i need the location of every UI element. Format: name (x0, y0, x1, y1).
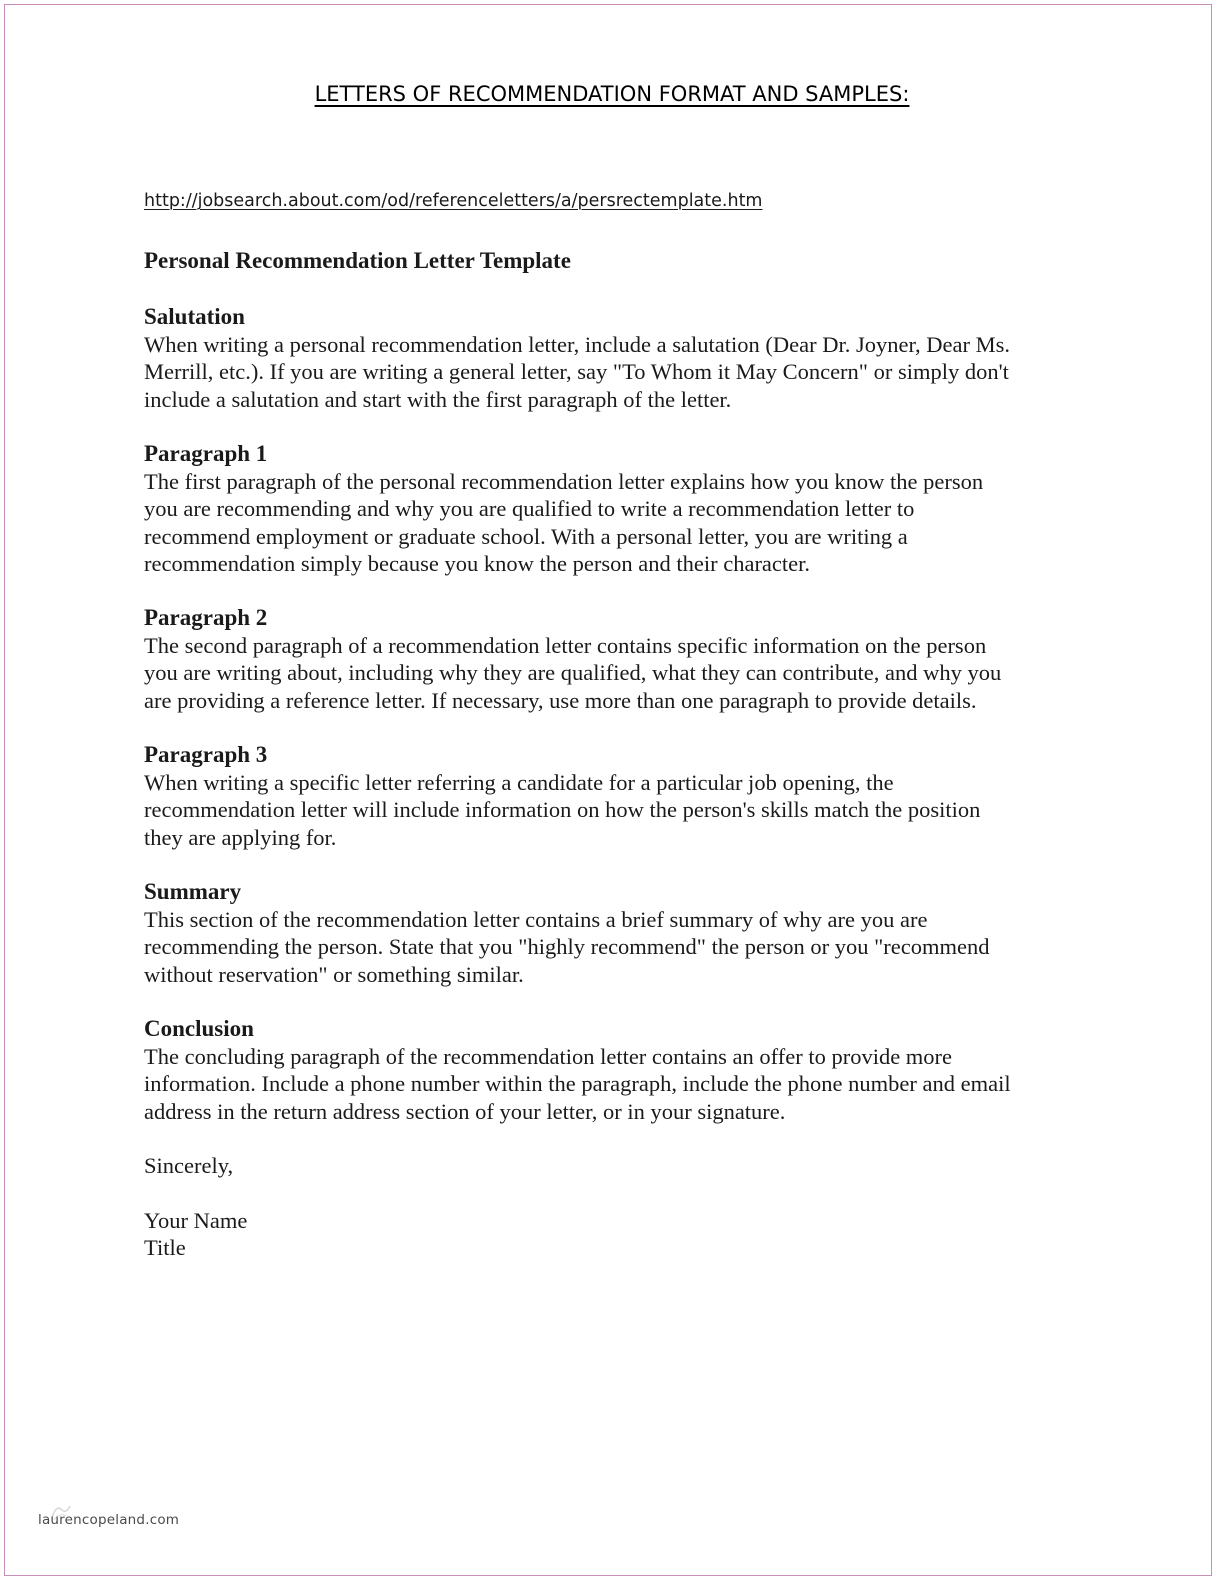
section-line: The first paragraph of the personal recommendation letter explains how you know the person (144, 468, 984, 494)
section-line: This section of the recommendation letter contains a brief summary of why are you are (144, 906, 928, 932)
section-heading: Salutation (144, 304, 245, 329)
section-line: When writing a specific letter referring a candidate for a particular job opening, the (144, 769, 894, 795)
watermark-text: laurencopeland.com (38, 1512, 180, 1528)
section-line: address in the return address section of your letter, or in your signature. (144, 1098, 786, 1124)
document-title (0, 82, 1224, 106)
signer-title: Title (144, 1235, 186, 1260)
section-heading: Paragraph 2 (144, 605, 268, 630)
template-title: Personal Recommendation Letter Template (144, 248, 571, 273)
section-line: Merrill, etc.). If you are writing a general letter, say "To Whom it May Concern" or simply don't (144, 359, 1009, 384)
section-line: recommendation letter will include information on how the person's skills match the position (144, 797, 981, 822)
section-line: include a salutation and start with the first paragraph of the letter. (144, 386, 732, 412)
section-paragraph-2 (144, 604, 1084, 714)
section-line: When writing a personal recommendation letter, include a salutation (Dear Dr. Joyner, Dear Ms. (144, 331, 1011, 357)
section-line: The second paragraph of a recommendation letter contains specific information on the person (144, 632, 987, 658)
section-line: recommendation simply because you know the person and their character. (144, 551, 811, 576)
sign-off: Sincerely, (144, 1153, 234, 1178)
section-paragraph-3 (144, 741, 1084, 851)
section-heading: Paragraph 3 (144, 742, 268, 767)
section-line: without reservation" or something similar. (144, 961, 524, 987)
section-summary (144, 878, 1084, 988)
watermark (38, 1508, 188, 1538)
source-url-link[interactable]: http://jobsearch.about.com/od/referenceletters/a/persrectemplate.htm (144, 191, 763, 211)
section-line: you are recommending and why you are qualified to write a recommendation letter to (144, 496, 915, 521)
section-line: they are applying for. (144, 824, 337, 850)
signer-name: Your Name (144, 1208, 248, 1233)
section-paragraph-1 (144, 440, 1084, 578)
section-line: you are writing about, including why they are qualified, what they can contribute, and why you (144, 660, 1002, 685)
section-line: recommend employment or graduate school. With a personal letter, you are writing a (144, 523, 908, 549)
section-heading: Conclusion (144, 1016, 254, 1041)
section-line: are providing a reference letter. If necessary, use more than one paragraph to provide details. (144, 687, 977, 713)
document-title-text: LETTERS OF RECOMMENDATION FORMAT AND SAMPLES: (314, 82, 910, 106)
section-line: information. Include a phone number within the paragraph, include the phone number and email (144, 1071, 1011, 1096)
section-heading: Summary (144, 879, 242, 904)
section-conclusion (144, 1015, 1084, 1125)
section-line: recommending the person. State that you "highly recommend" the person or you "recommend (144, 934, 990, 959)
section-salutation (144, 303, 1084, 413)
section-heading: Paragraph 1 (144, 441, 268, 466)
section-line: The concluding paragraph of the recommendation letter contains an offer to provide more (144, 1043, 953, 1069)
